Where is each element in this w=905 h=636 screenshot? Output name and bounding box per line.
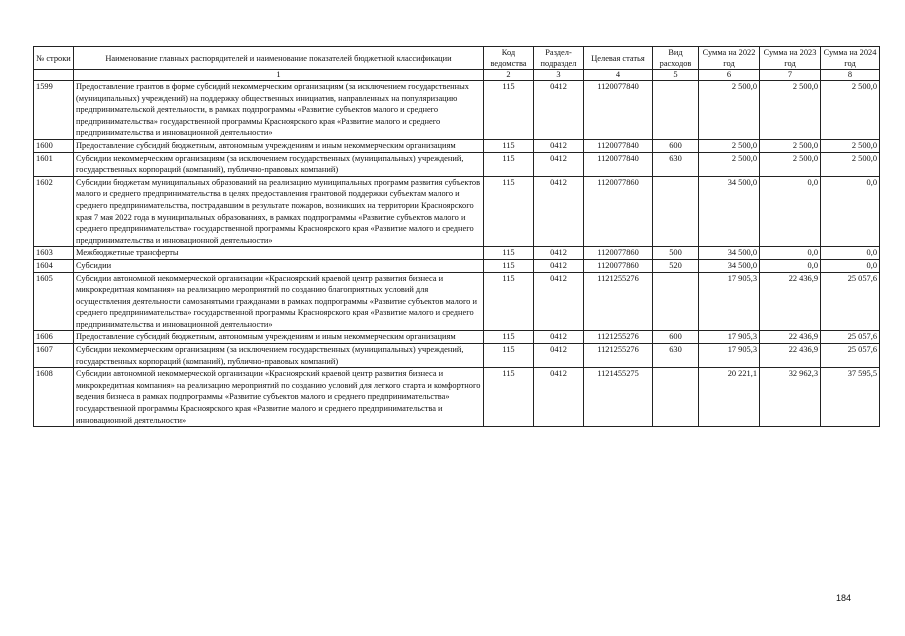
row-sum-2023: 32 962,3: [760, 368, 821, 427]
row-section: 0412: [534, 368, 584, 427]
row-sum-2024: 2 500,0: [821, 152, 880, 176]
row-sum-2024: 25 057,6: [821, 272, 880, 331]
row-expense-type: 520: [653, 259, 699, 272]
row-section: 0412: [534, 247, 584, 260]
table-row: [34, 331, 880, 344]
row-target-item: 1120077860: [584, 259, 653, 272]
column-number: 3: [534, 70, 584, 81]
row-sum-2022: 17 905,3: [699, 331, 760, 344]
row-department-code: 115: [484, 344, 534, 368]
row-department-code: 115: [484, 331, 534, 344]
row-expense-type: 500: [653, 247, 699, 260]
row-department-code: 115: [484, 259, 534, 272]
row-section: 0412: [534, 81, 584, 140]
row-number: 1603: [34, 247, 74, 260]
row-number: 1601: [34, 152, 74, 176]
header-row-number: № строки: [34, 47, 74, 70]
row-sum-2024: 2 500,0: [821, 139, 880, 152]
row-expense-type: 600: [653, 139, 699, 152]
row-section: 0412: [534, 344, 584, 368]
budget-table: [33, 46, 880, 427]
column-number: 4: [584, 70, 653, 81]
column-number: 7: [760, 70, 821, 81]
table-row: [34, 81, 880, 140]
row-name: Субсидии некоммерческим организациям (за исключением государственных (муниципальных) учреждений, государственных корпораций (компаний), публично-правовых компаний): [74, 344, 484, 368]
row-name: Субсидии автономной некоммерческой организации «Красноярский краевой центр развития бизнеса и микрокредитная компания» на реализацию мероприятий по созданию благоприятных условий для осуществления деятельности самозанятыми гражданами в рамках подпрограммы «Развитие субъектов малого и среднего предпринимательства» государственной программы Красноярского края «Развитие малого и среднего предпринимательства и инновационной деятельности»: [74, 272, 484, 331]
row-target-item: 1120077840: [584, 81, 653, 140]
row-section: 0412: [534, 176, 584, 247]
row-target-item: 1121255276: [584, 344, 653, 368]
row-expense-type: [653, 176, 699, 247]
row-target-item: 1120077860: [584, 247, 653, 260]
table-row: [34, 152, 880, 176]
row-target-item: 1120077840: [584, 152, 653, 176]
row-sum-2024: 0,0: [821, 176, 880, 247]
row-number: 1606: [34, 331, 74, 344]
header-department-code: Код ведомства: [484, 47, 534, 70]
row-sum-2022: 34 500,0: [699, 176, 760, 247]
row-sum-2022: 17 905,3: [699, 272, 760, 331]
row-name: Межбюджетные трансферты: [74, 247, 484, 260]
table-row: [34, 344, 880, 368]
column-number: 2: [484, 70, 534, 81]
row-number: 1608: [34, 368, 74, 427]
row-sum-2022: 2 500,0: [699, 152, 760, 176]
row-sum-2024: 2 500,0: [821, 81, 880, 140]
header-sum-2024: Сумма на 2024 год: [821, 47, 880, 70]
row-target-item: 1121455275: [584, 368, 653, 427]
column-number: 8: [821, 70, 880, 81]
row-sum-2023: 0,0: [760, 247, 821, 260]
column-number: [34, 70, 74, 81]
row-department-code: 115: [484, 81, 534, 140]
row-number: 1607: [34, 344, 74, 368]
row-sum-2023: 2 500,0: [760, 139, 821, 152]
row-department-code: 115: [484, 176, 534, 247]
row-sum-2023: 0,0: [760, 259, 821, 272]
table-row: [34, 139, 880, 152]
row-name: Субсидии: [74, 259, 484, 272]
row-expense-type: [653, 272, 699, 331]
row-target-item: 1120077840: [584, 139, 653, 152]
row-name: Предоставление грантов в форме субсидий некоммерческим организациям (за исключением государственных (муниципальных) учреждений) на поддержку общественных инициатив, направленных на популяризацию предпринимательской деятельности, в рамках подпрограммы «Развитие субъектов малого и среднего предпринимательства» государственной программы Красноярского края «Развитие малого и среднего предпринимательства и инновационной деятельности»: [74, 81, 484, 140]
row-section: 0412: [534, 272, 584, 331]
table-header-row: [34, 47, 880, 70]
table-row: [34, 259, 880, 272]
row-sum-2024: 37 595,5: [821, 368, 880, 427]
row-sum-2022: 17 905,3: [699, 344, 760, 368]
row-expense-type: [653, 368, 699, 427]
row-name: Предоставление субсидий бюджетным, автономным учреждениям и иным некоммерческим организациям: [74, 139, 484, 152]
row-number: 1604: [34, 259, 74, 272]
header-target-item: Целевая статья: [584, 47, 653, 70]
row-department-code: 115: [484, 368, 534, 427]
row-department-code: 115: [484, 152, 534, 176]
row-department-code: 115: [484, 247, 534, 260]
row-department-code: 115: [484, 272, 534, 331]
header-sum-2022: Сумма на 2022 год: [699, 47, 760, 70]
row-sum-2023: 2 500,0: [760, 81, 821, 140]
row-sum-2024: 25 057,6: [821, 331, 880, 344]
row-target-item: 1121255276: [584, 272, 653, 331]
row-section: 0412: [534, 331, 584, 344]
header-section: Раздел-подраздел: [534, 47, 584, 70]
table-row: [34, 272, 880, 331]
row-sum-2023: 22 436,9: [760, 344, 821, 368]
row-sum-2024: 25 057,6: [821, 344, 880, 368]
row-sum-2024: 0,0: [821, 247, 880, 260]
table-row: [34, 247, 880, 260]
column-number: 5: [653, 70, 699, 81]
row-sum-2022: 2 500,0: [699, 81, 760, 140]
row-sum-2023: 2 500,0: [760, 152, 821, 176]
row-section: 0412: [534, 259, 584, 272]
header-name: Наименование главных распорядителей и наименование показателей бюджетной классификации: [74, 47, 484, 70]
column-number: 1: [74, 70, 484, 81]
row-sum-2023: 0,0: [760, 176, 821, 247]
row-name: Субсидии автономной некоммерческой организации «Красноярский краевой центр развития бизнеса и микрокредитная компания» на реализацию мероприятий по созданию условий для легкого старта и комфортного ведения бизнеса в рамках подпрограммы «Развитие субъектов малого и среднего предпринимательства» государственной программы Красноярского края «Развитие малого и среднего предпринимательства и инновационной деятельности»: [74, 368, 484, 427]
row-number: 1599: [34, 81, 74, 140]
page-number: 184: [836, 593, 852, 603]
row-target-item: 1120077860: [584, 176, 653, 247]
column-number-row: [34, 70, 880, 81]
row-sum-2022: 2 500,0: [699, 139, 760, 152]
row-sum-2022: 34 500,0: [699, 259, 760, 272]
column-number: 6: [699, 70, 760, 81]
row-sum-2023: 22 436,9: [760, 331, 821, 344]
row-number: 1600: [34, 139, 74, 152]
table-row: [34, 368, 880, 427]
row-sum-2022: 34 500,0: [699, 247, 760, 260]
header-expense-type: Вид расходов: [653, 47, 699, 70]
row-sum-2024: 0,0: [821, 259, 880, 272]
row-section: 0412: [534, 152, 584, 176]
row-sum-2022: 20 221,1: [699, 368, 760, 427]
row-expense-type: [653, 81, 699, 140]
header-sum-2023: Сумма на 2023 год: [760, 47, 821, 70]
row-expense-type: 630: [653, 344, 699, 368]
row-number: 1602: [34, 176, 74, 247]
row-section: 0412: [534, 139, 584, 152]
table-row: [34, 176, 880, 247]
row-expense-type: 630: [653, 152, 699, 176]
row-name: Субсидии бюджетам муниципальных образований на реализацию муниципальных программ развития субъектов малого и среднего предпринимательства в целях предоставления грантовой поддержки субъектам малого и среднего предпринимательства, пострадавшим в результате пожаров, возникших на территории Красноярского края 7 мая 2022 года в муниципальных образованиях, в рамках подпрограммы «Развитие субъектов малого и среднего предпринимательства» государственной программы Красноярского края «Развитие малого и среднего предпринимательства и инновационной деятельности»: [74, 176, 484, 247]
row-department-code: 115: [484, 139, 534, 152]
row-name: Субсидии некоммерческим организациям (за исключением государственных (муниципальных) учреждений, государственных корпораций (компаний), публично-правовых компаний): [74, 152, 484, 176]
row-expense-type: 600: [653, 331, 699, 344]
row-sum-2023: 22 436,9: [760, 272, 821, 331]
row-number: 1605: [34, 272, 74, 331]
row-target-item: 1121255276: [584, 331, 653, 344]
row-name: Предоставление субсидий бюджетным, автономным учреждениям и иным некоммерческим организациям: [74, 331, 484, 344]
